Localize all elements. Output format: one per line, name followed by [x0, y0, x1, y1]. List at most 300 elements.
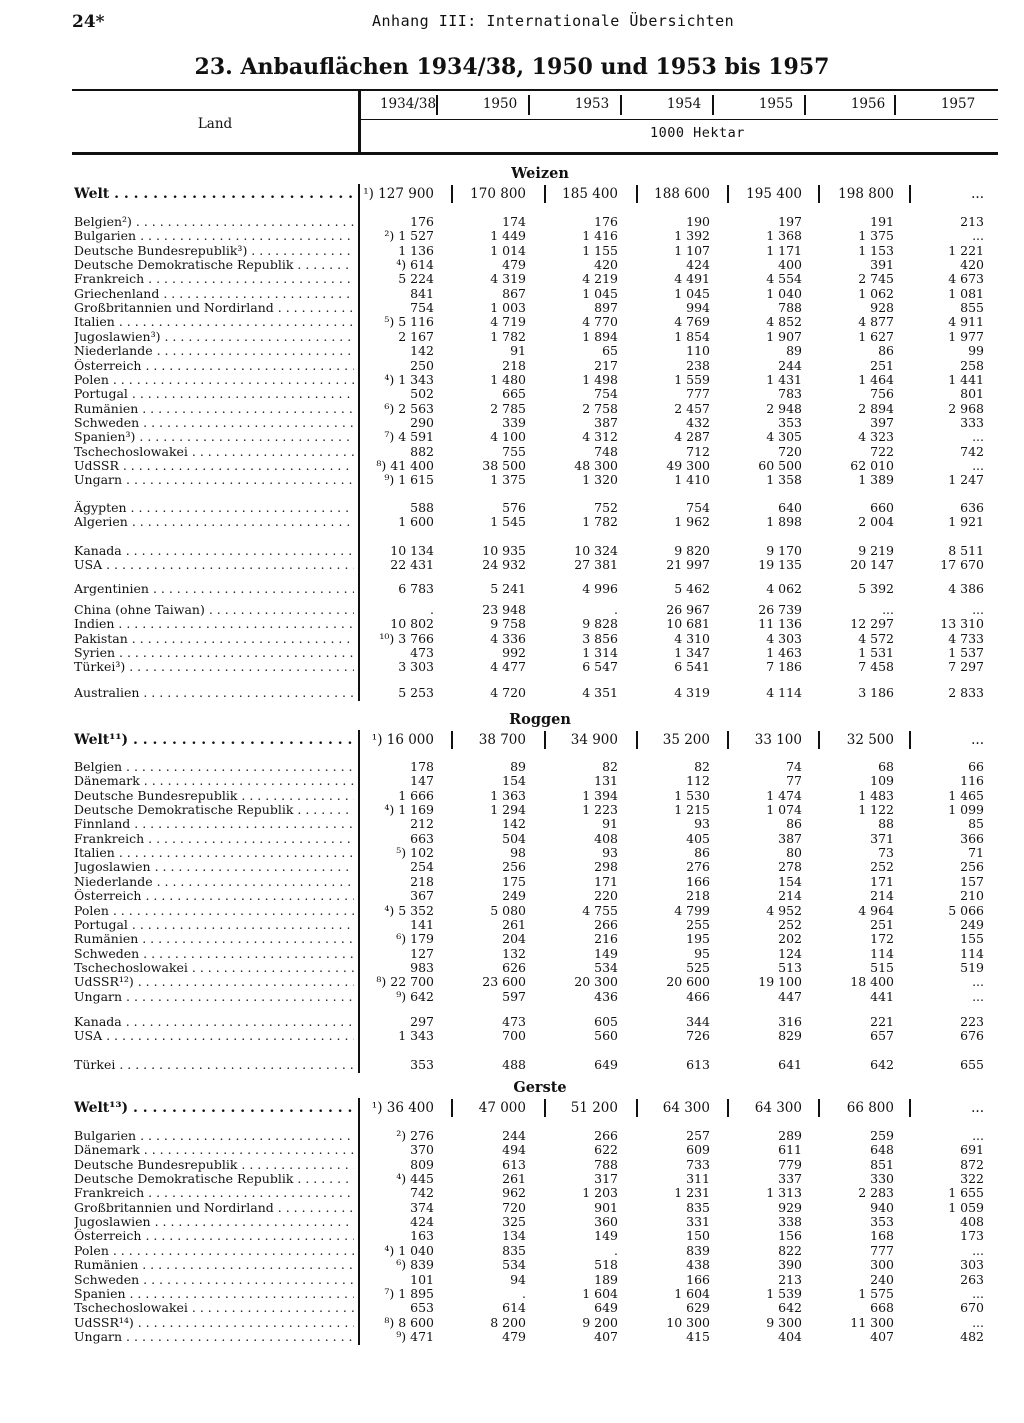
table-row — [0, 1158, 1024, 1172]
value-cell: 513 — [778, 959, 802, 975]
country-name: Tschechoslowakei . . . — [74, 961, 354, 975]
value-cell: 99 — [968, 343, 984, 359]
value-cell: 754 — [410, 300, 434, 316]
section-heading: Gerste — [513, 1079, 567, 1096]
value-cell: 504 — [502, 830, 526, 846]
value-cell: 473 — [502, 1014, 526, 1029]
year-unit-divider — [360, 119, 998, 120]
value-cell: 9 820 — [674, 543, 710, 558]
value-cell: ⁴) 1 169 — [384, 802, 434, 818]
table-row — [0, 1143, 1024, 1157]
value-cell: ... — [971, 186, 984, 202]
value-cell: ... — [971, 732, 984, 748]
value-cell: 1 539 — [766, 1285, 802, 1301]
value-cell: 648 — [870, 1142, 894, 1158]
value-cell: ⁵) 5 116 — [384, 314, 434, 330]
value-cell: 157 — [960, 873, 984, 889]
value-cell: 1 122 — [858, 802, 894, 818]
value-cell: 9 170 — [766, 543, 802, 558]
value-cell: 424 — [410, 1214, 434, 1230]
value-cell: 479 — [502, 257, 526, 273]
value-cell: 515 — [870, 959, 894, 975]
country-name: Dänemark . . . — [74, 1143, 354, 1157]
country-name: Deutsche Demokratische Republik . . . — [74, 803, 354, 817]
value-cell: 622 — [594, 1142, 618, 1158]
country-name: Rumänien . . . — [74, 402, 354, 416]
value-cell: 611 — [778, 1142, 802, 1158]
value-cell: 387 — [778, 830, 802, 846]
value-cell: 7 458 — [858, 659, 894, 675]
value-cell: 649 — [594, 1300, 618, 1316]
value-cell: 214 — [778, 888, 802, 904]
column-separator — [909, 185, 911, 203]
value-cell: 370 — [410, 1142, 434, 1158]
value-cell: 867 — [502, 285, 526, 301]
column-separator — [818, 1099, 820, 1117]
value-cell: 6 783 — [398, 581, 434, 596]
table-row — [0, 860, 1024, 874]
value-cell: 251 — [870, 916, 894, 932]
value-cell: ... — [972, 974, 984, 990]
value-cell: 204 — [502, 931, 526, 947]
value-cell: 101 — [410, 1271, 434, 1287]
value-cell: 534 — [594, 959, 618, 975]
value-cell: 22 431 — [390, 557, 434, 573]
country-name: UdSSR¹⁴) . . . — [74, 1316, 354, 1330]
country-name: Schweden . . . — [74, 947, 354, 961]
value-cell: 4 319 — [490, 271, 526, 287]
value-cell: ¹) 127 900 — [363, 186, 434, 202]
value-cell: 1 559 — [674, 371, 710, 387]
country-name: Frankreich . . . — [74, 272, 354, 286]
value-cell: 742 — [410, 1185, 434, 1201]
value-cell: 7 186 — [766, 659, 802, 675]
value-cell: 77 — [786, 773, 802, 789]
year-header: 1956 — [850, 96, 886, 112]
value-cell: 276 — [686, 859, 710, 875]
table-row — [0, 1058, 1024, 1072]
world-total-row — [0, 1101, 1024, 1115]
value-cell: 560 — [594, 1028, 618, 1044]
country-name: Deutsche Bundesrepublik³) . . . — [74, 244, 354, 258]
value-cell: 353 — [778, 414, 802, 430]
value-cell: ... — [972, 1314, 984, 1330]
value-cell: . — [430, 602, 434, 617]
value-cell: 720 — [778, 443, 802, 459]
value-cell: 1 441 — [948, 371, 984, 387]
table-row — [0, 961, 1024, 975]
value-cell: ... — [972, 1128, 984, 1143]
country-name: Deutsche Bundesrepublik . . . — [74, 789, 354, 803]
value-cell: 220 — [594, 888, 618, 904]
value-cell: ⁹) 1 615 — [384, 472, 434, 488]
value-cell: ⁴) 614 — [396, 257, 434, 273]
table-row — [0, 1015, 1024, 1029]
value-cell: 166 — [686, 873, 710, 889]
country-name: USA . . . — [74, 558, 354, 572]
value-cell: 110 — [686, 343, 710, 359]
table-row — [0, 387, 1024, 401]
country-name: Italien . . . — [74, 846, 354, 860]
value-cell: 259 — [870, 1128, 894, 1143]
section-left-rule — [358, 1098, 360, 1345]
value-cell: 742 — [960, 443, 984, 459]
value-cell: 27 381 — [574, 557, 618, 573]
country-name: Jugoslawien³) . . . — [74, 330, 354, 344]
value-cell: 1 898 — [766, 514, 802, 530]
table-row — [0, 544, 1024, 558]
top-rule — [72, 89, 998, 91]
table-row — [0, 904, 1024, 918]
table-row — [0, 515, 1024, 529]
value-cell: 4 336 — [490, 630, 526, 646]
value-cell: 4 312 — [582, 429, 618, 445]
page-number: 24* — [72, 12, 105, 32]
table-row — [0, 445, 1024, 459]
value-cell: 756 — [870, 386, 894, 402]
value-cell: 851 — [870, 1156, 894, 1172]
value-cell: 525 — [686, 959, 710, 975]
value-cell: 112 — [686, 773, 710, 789]
value-cell: 20 300 — [574, 974, 618, 990]
value-cell: 3 186 — [858, 685, 894, 700]
value-cell: 134 — [502, 1228, 526, 1244]
value-cell: 266 — [594, 916, 618, 932]
value-cell: 614 — [502, 1300, 526, 1316]
year-separator — [804, 95, 806, 115]
country-name: Jugoslawien . . . — [74, 860, 354, 874]
value-cell: 1 320 — [582, 472, 618, 488]
value-cell: 534 — [502, 1257, 526, 1273]
value-cell: 189 — [594, 1271, 618, 1287]
value-cell: 408 — [594, 830, 618, 846]
value-cell: 4 852 — [766, 314, 802, 330]
country-name: USA . . . — [74, 1029, 354, 1043]
value-cell: 5 080 — [490, 902, 526, 918]
value-cell: 777 — [870, 1242, 894, 1258]
value-cell: 752 — [594, 500, 618, 515]
value-cell: 249 — [960, 916, 984, 932]
table-row — [0, 430, 1024, 444]
value-cell: ⁶) 2 563 — [384, 400, 434, 416]
value-cell: 4 303 — [766, 630, 802, 646]
value-cell: 613 — [502, 1156, 526, 1172]
value-cell: 18 400 — [850, 974, 894, 990]
table-row — [0, 889, 1024, 903]
value-cell: 26 739 — [758, 602, 802, 617]
value-cell: 6 541 — [674, 659, 710, 675]
value-cell: 2 785 — [490, 400, 526, 416]
value-cell: 221 — [870, 1014, 894, 1029]
value-cell: 86 — [694, 845, 710, 861]
value-cell: 1 483 — [858, 787, 894, 803]
value-cell: 1 363 — [490, 787, 526, 803]
country-name: Welt . . . — [74, 187, 354, 201]
value-cell: 420 — [594, 257, 618, 273]
value-cell: 289 — [778, 1128, 802, 1143]
value-cell: 777 — [686, 386, 710, 402]
value-cell: 779 — [778, 1156, 802, 1172]
value-cell: 197 — [778, 214, 802, 229]
country-name: Italien . . . — [74, 315, 354, 329]
country-name: Indien . . . — [74, 617, 354, 631]
value-cell: 835 — [686, 1199, 710, 1215]
value-cell: 1 045 — [674, 285, 710, 301]
value-cell: 249 — [502, 888, 526, 904]
value-cell: 1 358 — [766, 472, 802, 488]
value-cell: 95 — [694, 945, 710, 961]
value-cell: 68 — [878, 759, 894, 774]
value-cell: 519 — [960, 959, 984, 975]
value-cell: 2 004 — [858, 514, 894, 530]
value-cell: 390 — [778, 1257, 802, 1273]
value-cell: 1 347 — [674, 645, 710, 661]
country-name: Syrien . . . — [74, 646, 354, 660]
value-cell: ⁸) 41 400 — [376, 457, 434, 473]
value-cell: 809 — [410, 1156, 434, 1172]
section-left-rule — [358, 730, 360, 1073]
country-name: UdSSR¹²) . . . — [74, 975, 354, 989]
value-cell: 479 — [502, 1328, 526, 1344]
value-cell: 142 — [502, 816, 526, 832]
table-title: 23. Anbauflächen 1934/38, 1950 und 1953 bis 1957 — [194, 54, 830, 80]
value-cell: . — [522, 1285, 526, 1301]
value-cell: 85 — [968, 816, 984, 832]
value-cell: 127 — [410, 945, 434, 961]
value-cell: 1 231 — [674, 1185, 710, 1201]
value-cell: 80 — [786, 845, 802, 861]
value-cell: ⁴) 5 352 — [384, 902, 434, 918]
value-cell: 10 300 — [666, 1314, 710, 1330]
value-cell: 114 — [960, 945, 984, 961]
value-cell: 218 — [686, 888, 710, 904]
value-cell: . — [614, 1242, 618, 1258]
value-cell: 35 200 — [662, 732, 710, 748]
country-name: Australien . . . — [74, 686, 354, 700]
country-name: Schweden . . . — [74, 1273, 354, 1287]
year-header: 1955 — [758, 96, 794, 112]
column-separator — [818, 185, 820, 203]
country-name: Frankreich . . . — [74, 1186, 354, 1200]
table-row — [0, 473, 1024, 487]
value-cell: 1 392 — [674, 228, 710, 244]
value-cell: 4 351 — [582, 685, 618, 700]
value-cell: 901 — [594, 1199, 618, 1215]
country-name: Österreich . . . — [74, 359, 354, 373]
value-cell: 755 — [502, 443, 526, 459]
world-total-row — [0, 733, 1024, 747]
value-cell: 330 — [870, 1171, 894, 1187]
value-cell: 82 — [694, 759, 710, 774]
country-name: Spanien³) . . . — [74, 430, 354, 444]
country-name: Algerien . . . — [74, 515, 354, 529]
value-cell: 261 — [502, 1171, 526, 1187]
value-cell: 788 — [594, 1156, 618, 1172]
value-cell: 670 — [960, 1300, 984, 1316]
year-header: 1950 — [482, 96, 518, 112]
value-cell: 8 200 — [490, 1314, 526, 1330]
value-cell: 609 — [686, 1142, 710, 1158]
value-cell: 244 — [778, 357, 802, 373]
value-cell: 1 463 — [766, 645, 802, 661]
country-name: Deutsche Bundesrepublik . . . — [74, 1158, 354, 1172]
value-cell: 405 — [686, 830, 710, 846]
value-cell: 4 719 — [490, 314, 526, 330]
value-cell: 1 014 — [490, 242, 526, 258]
value-cell: 171 — [870, 873, 894, 889]
value-cell: 64 300 — [754, 1100, 802, 1116]
value-cell: 1 003 — [490, 300, 526, 316]
value-cell: 882 — [410, 443, 434, 459]
value-cell: 62 010 — [850, 457, 894, 473]
country-name: Pakistan . . . — [74, 632, 354, 646]
value-cell: 154 — [502, 773, 526, 789]
value-cell: ... — [972, 602, 984, 617]
table-row — [0, 1172, 1024, 1186]
value-cell: 1 313 — [766, 1185, 802, 1201]
table-row — [0, 244, 1024, 258]
value-cell: ... — [972, 1285, 984, 1301]
value-cell: 642 — [778, 1300, 802, 1316]
value-cell: 71 — [968, 845, 984, 861]
value-cell: 142 — [410, 343, 434, 359]
value-cell: 4 386 — [948, 581, 984, 596]
value-cell: 366 — [960, 830, 984, 846]
value-cell: 2 758 — [582, 400, 618, 416]
value-cell: 223 — [960, 1014, 984, 1029]
value-cell: 3 856 — [582, 630, 618, 646]
value-cell: 170 800 — [470, 186, 526, 202]
value-cell: ... — [972, 429, 984, 445]
country-name: Belgien . . . — [74, 760, 354, 774]
country-name: Türkei³) . . . — [74, 660, 354, 674]
land-column-header: Land — [197, 116, 233, 132]
value-cell: 258 — [960, 357, 984, 373]
value-cell: 400 — [778, 257, 802, 273]
value-cell: 213 — [778, 1271, 802, 1287]
table-row — [0, 760, 1024, 774]
value-cell: 317 — [594, 1171, 618, 1187]
value-cell: 1 537 — [948, 645, 984, 661]
country-name: Tschechoslowakei . . . — [74, 1301, 354, 1315]
value-cell: 4 310 — [674, 630, 710, 646]
value-cell: ... — [882, 602, 894, 617]
country-name: Frankreich . . . — [74, 832, 354, 846]
value-cell: 278 — [778, 859, 802, 875]
value-cell: 333 — [960, 414, 984, 430]
value-cell: 290 — [410, 414, 434, 430]
value-cell: 1 153 — [858, 242, 894, 258]
column-separator — [636, 185, 638, 203]
value-cell: 175 — [502, 873, 526, 889]
value-cell: 588 — [410, 500, 434, 515]
column-separator — [636, 1099, 638, 1117]
value-cell: 1 782 — [490, 328, 526, 344]
country-name: Argentinien . . . — [74, 582, 354, 596]
value-cell: 839 — [686, 1242, 710, 1258]
value-cell: 19 100 — [758, 974, 802, 990]
value-cell: ⁵) 102 — [396, 845, 434, 861]
country-name: China (ohne Taiwan) . . . — [74, 603, 354, 617]
value-cell: 1 431 — [766, 371, 802, 387]
value-cell: 93 — [694, 816, 710, 832]
value-cell: 4 799 — [674, 902, 710, 918]
value-cell: 11 300 — [850, 1314, 894, 1330]
value-cell: 65 — [602, 343, 618, 359]
value-cell: 4 733 — [948, 630, 984, 646]
value-cell: 98 — [510, 845, 526, 861]
value-cell: 214 — [870, 888, 894, 904]
value-cell: 9 758 — [490, 616, 526, 632]
value-cell: 210 — [960, 888, 984, 904]
country-name: Belgien²) . . . — [74, 215, 354, 229]
value-cell: 4 305 — [766, 429, 802, 445]
value-cell: 172 — [870, 931, 894, 947]
country-name: Welt¹¹) . . . — [74, 733, 354, 747]
value-cell: ¹⁰) 3 766 — [379, 630, 434, 646]
table-row — [0, 359, 1024, 373]
value-cell: 238 — [686, 357, 710, 373]
value-cell: 353 — [410, 1057, 434, 1072]
value-cell: 649 — [594, 1057, 618, 1072]
value-cell: 171 — [594, 873, 618, 889]
value-cell: 4 964 — [858, 902, 894, 918]
value-cell: 154 — [778, 873, 802, 889]
value-cell: 240 — [870, 1271, 894, 1287]
country-name: Österreich . . . — [74, 1229, 354, 1243]
value-cell: ... — [972, 1242, 984, 1258]
value-cell: 1 171 — [766, 242, 802, 258]
value-cell: 252 — [870, 859, 894, 875]
value-cell: 1 575 — [858, 1285, 894, 1301]
value-cell: 374 — [410, 1199, 434, 1215]
value-cell: 11 136 — [758, 616, 802, 632]
table-row — [0, 301, 1024, 315]
value-cell: 1 389 — [858, 472, 894, 488]
value-cell: 82 — [602, 759, 618, 774]
value-cell: 720 — [502, 1199, 526, 1215]
value-cell: 38 500 — [482, 457, 526, 473]
value-cell: 91 — [510, 343, 526, 359]
year-separator — [436, 95, 438, 115]
value-cell: 636 — [960, 500, 984, 515]
value-cell: 2 968 — [948, 400, 984, 416]
value-cell: 6 547 — [582, 659, 618, 675]
value-cell: 1 247 — [948, 472, 984, 488]
country-name: Türkei . . . — [74, 1058, 354, 1072]
value-cell: 1 416 — [582, 228, 618, 244]
value-cell: 311 — [686, 1171, 710, 1187]
table-row — [0, 229, 1024, 243]
value-cell: 132 — [502, 945, 526, 961]
value-cell: 261 — [502, 916, 526, 932]
table-row — [0, 459, 1024, 473]
value-cell: 300 — [870, 1257, 894, 1273]
value-cell: ... — [971, 1100, 984, 1116]
value-cell: 629 — [686, 1300, 710, 1316]
table-row — [0, 875, 1024, 889]
value-cell: 251 — [870, 357, 894, 373]
value-cell: ⁷) 4 591 — [384, 429, 434, 445]
value-cell: 34 900 — [570, 732, 618, 748]
value-cell: 929 — [778, 1199, 802, 1215]
value-cell: 2 745 — [858, 271, 894, 287]
value-cell: ⁸) 22 700 — [376, 974, 434, 990]
value-cell: 51 200 — [570, 1100, 618, 1116]
value-cell: 502 — [410, 386, 434, 402]
value-cell: 89 — [510, 759, 526, 774]
value-cell: 13 310 — [940, 616, 984, 632]
